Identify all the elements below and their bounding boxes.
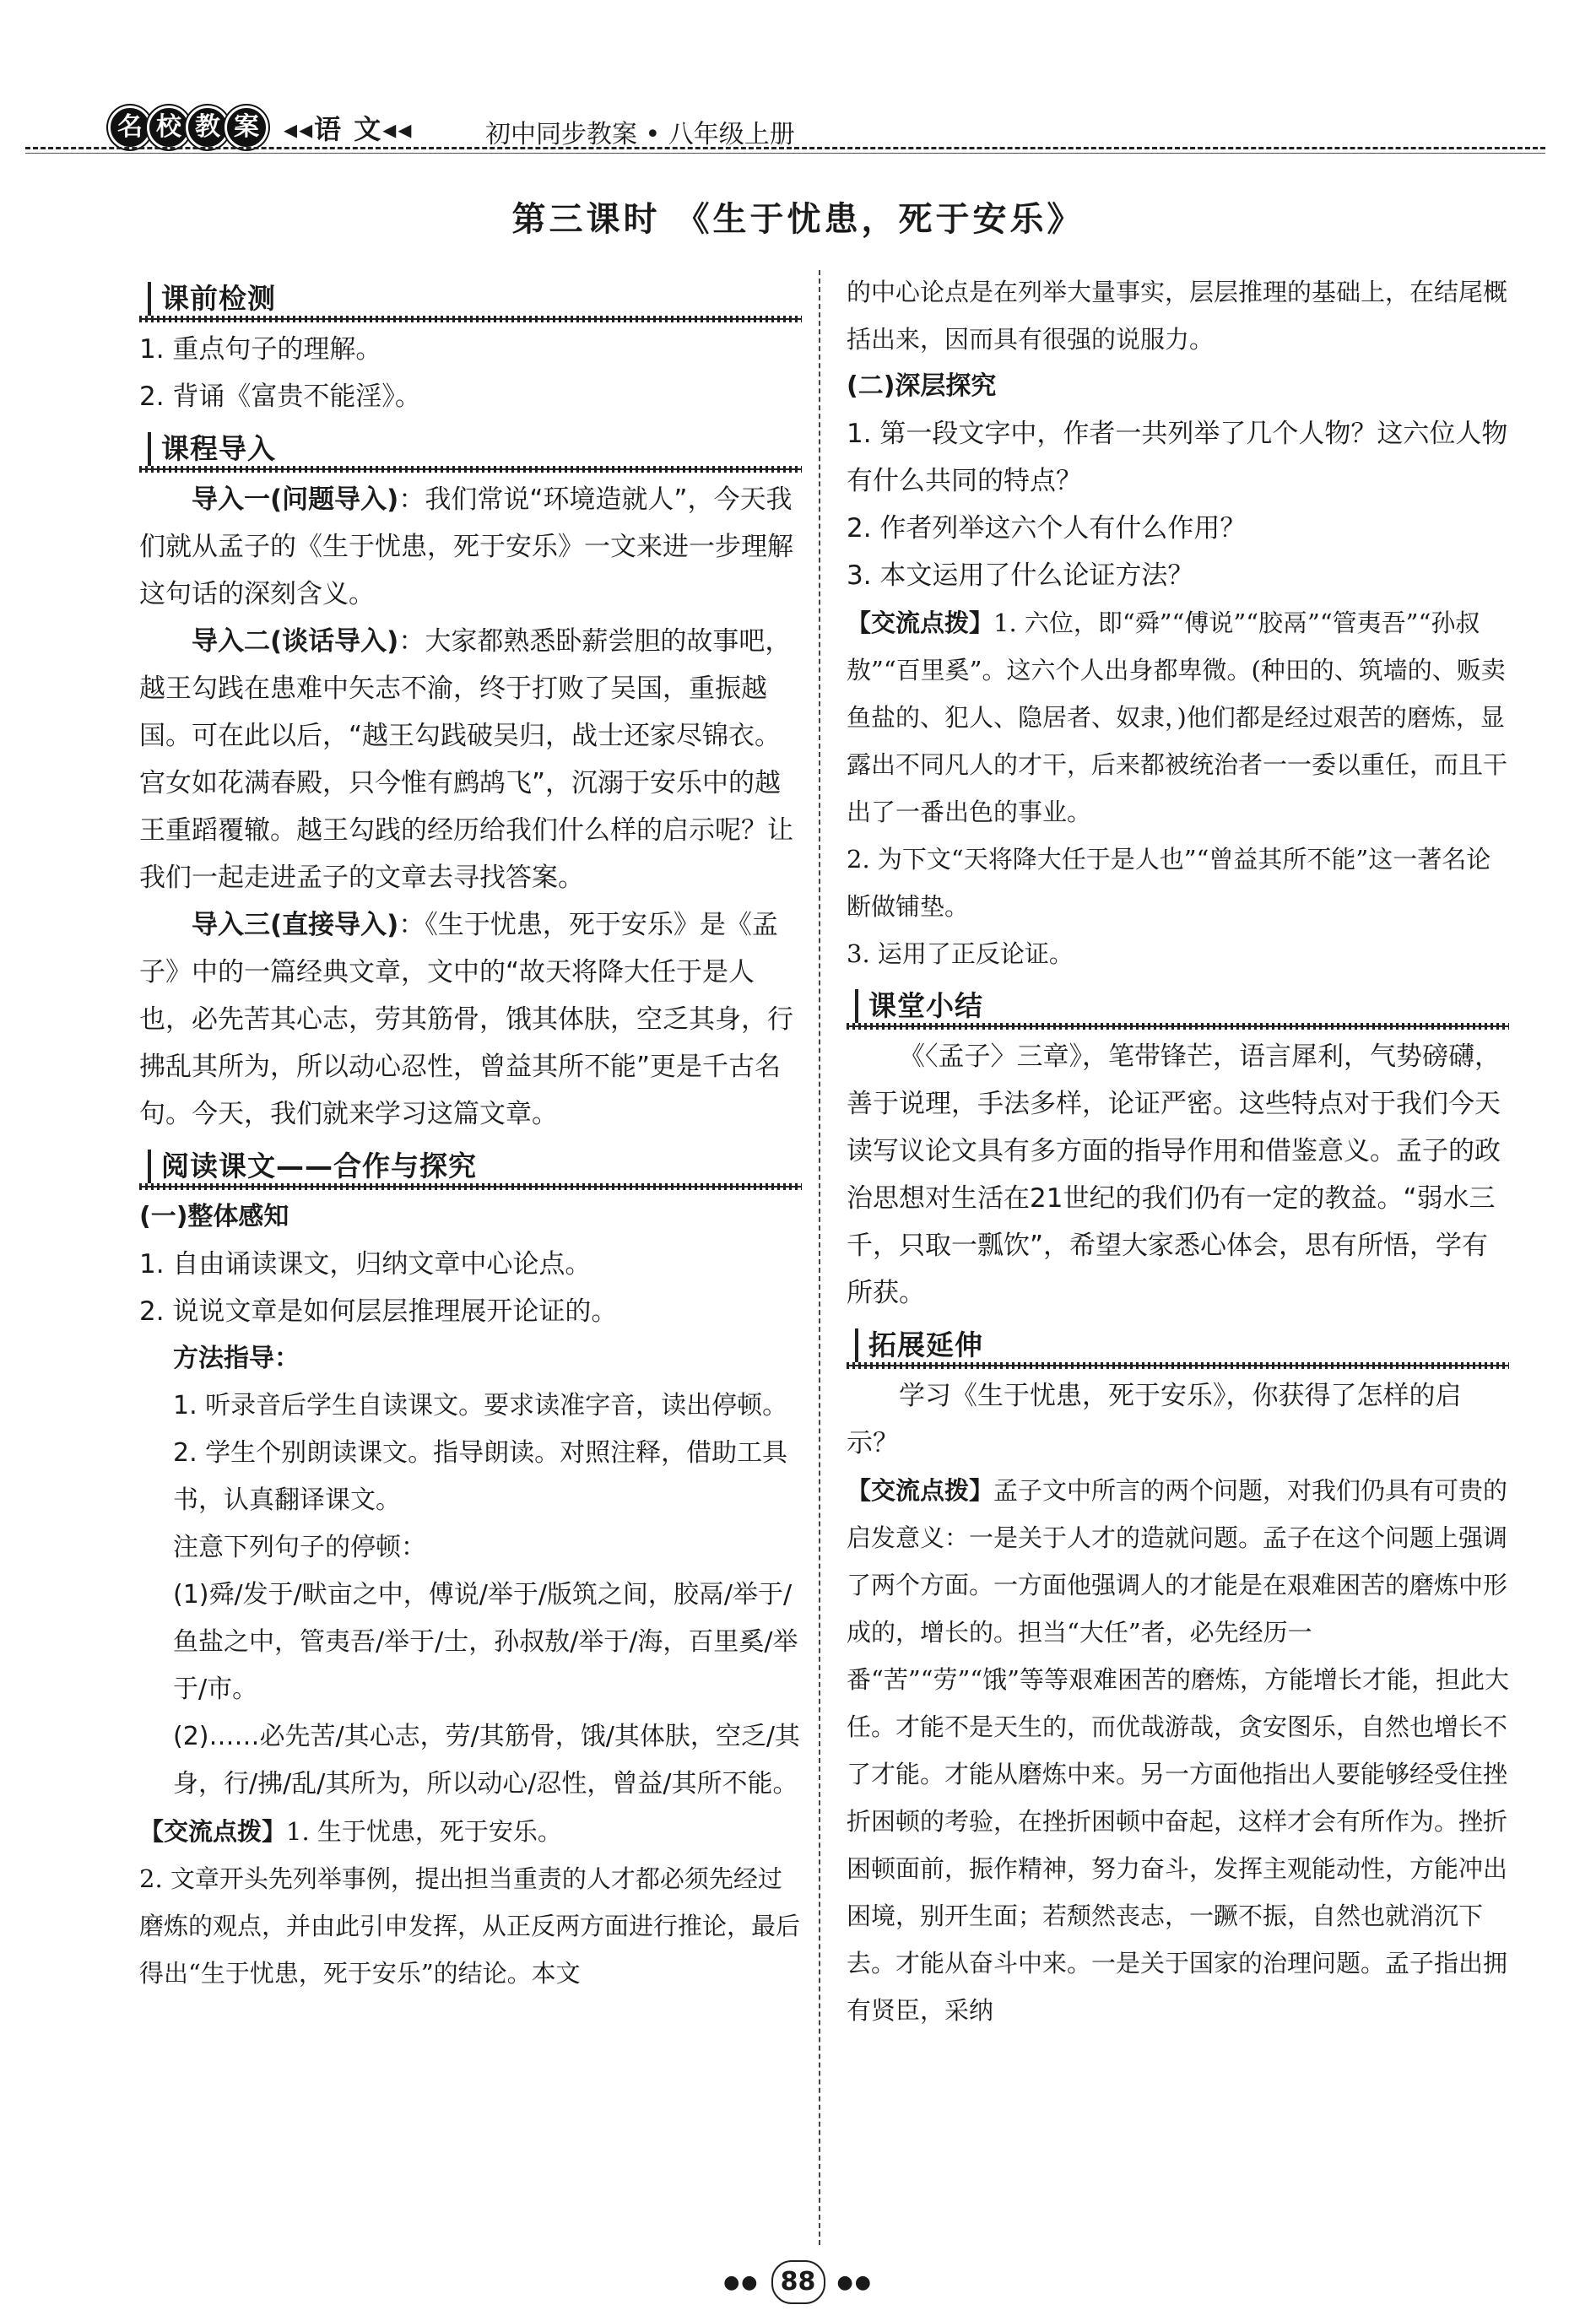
paragraph: 学习《生于忧患，死于安乐》，你获得了怎样的启示？ bbox=[847, 1381, 1462, 1458]
section-title: 课前检测 bbox=[161, 282, 276, 315]
method-item: 1. 听录音后学生自读课文。要求读准字音，读出停顿。 bbox=[173, 1391, 788, 1420]
section-heading bbox=[139, 1143, 802, 1190]
page-header bbox=[0, 0, 1596, 169]
intro-label: 导入三(直接导入) bbox=[192, 910, 399, 940]
logo-char: 校 bbox=[147, 106, 191, 149]
subject-label: ◂◂语 文◂◂ bbox=[284, 113, 414, 145]
paragraph bbox=[139, 476, 802, 618]
subsection-title: (一)整体感知 bbox=[139, 1202, 289, 1231]
logo bbox=[108, 108, 413, 147]
answer: 3. 运用了正反论证。 bbox=[847, 939, 1074, 968]
answer-text: 1. 生于忧患，死于安乐。 bbox=[286, 1817, 562, 1846]
list-item: 2. 说说文章是如何层层推理展开论证的。 bbox=[139, 1296, 618, 1327]
paragraph bbox=[139, 901, 802, 1138]
answer bbox=[139, 1808, 802, 1855]
intro-text: ：大家都熟悉卧薪尝胆的故事吧，越王勾践在患难中矢志不渝，终于打败了吴国，重振越国。可在此以后，“越王勾践破吴归，战士还家尽锦衣。宫女如花满春殿，只今惟有鹧鸪飞”，沉溺于安乐中的越王重蹈覆辙。越王勾践的经历给我们什么样的启示呢？让我们一起走进孟子的文章去寻找答案。 bbox=[139, 626, 793, 893]
page-number-value: 88 bbox=[771, 2260, 825, 2304]
method-item: 2. 学生个别朗读课文。指导朗读。对照注释，借助工具书，认真翻译课文。 bbox=[173, 1438, 788, 1515]
logo-char: 案 bbox=[225, 106, 268, 149]
section-title: 课程导入 bbox=[161, 432, 276, 465]
paragraph: 的中心论点是在列举大量事实，层层推理的基础上，在结尾概括出来，因而具有很强的说服力。 bbox=[847, 278, 1508, 354]
method-heading: 方法指导： bbox=[173, 1344, 300, 1373]
decor-dots: ●● bbox=[723, 2272, 760, 2293]
intro-text: ：我们常说“环境造就人”，今天我们就从孟子的《生于忧患，死于安乐》一文来进一步理解这句话的深刻含义。 bbox=[139, 484, 793, 609]
paragraph bbox=[139, 618, 802, 901]
list-item: 2. 背诵《富贵不能淫》。 bbox=[139, 381, 421, 412]
subsection-title: (二)深层探究 bbox=[847, 371, 997, 401]
answer bbox=[847, 599, 1509, 836]
header-divider bbox=[25, 147, 1545, 149]
list-item: 1. 第一段文字中，作者一共列举了几个人物？这六位人物有什么共同的特点？ bbox=[847, 419, 1508, 496]
answer-text: 孟子文中所言的两个问题，对我们仍具有可贵的启发意义：一是关于人才的造就问题。孟子在这个问题上强调了两个方面。一方面他强调人的才能是在艰难困苦的磨炼中形成的，增长的。担当“大任”者，必先经历一番“苦”“劳”“饿”等等艰难困苦的磨炼，方能增长才能，担此大任。才能不是天生的，而优哉游哉，贪安图乐，自然也增长不了才能。才能从磨炼中来。另一方面他指出人要能够经受住挫折困顿的考验，在挫折困顿中奋起，这样才会有所作为。挫折困顿面前，振作精神，努力奋斗，发挥主观能动性，方能冲出困境，别开生面；若颓然丧志，一蹶不振，自然也就消沉下去。才能从奋斗中来。一是关于国家的治理问题。孟子指出拥有贤臣，采纳 bbox=[847, 1476, 1509, 2025]
tag-label: 【交流点拨】 bbox=[847, 1476, 994, 1505]
column-divider bbox=[819, 270, 820, 2245]
list-item: 3. 本文运用了什么论证方法？ bbox=[847, 560, 1194, 591]
section-heading bbox=[847, 982, 1509, 1030]
section-heading bbox=[139, 275, 802, 322]
answer: 2. 文章开头先列举事例，提出担当重责的人才都必须先经过磨炼的观点，并由此引申发挥，从正反两方面进行推论，最后得出“生于忧患，死于安乐”的结论。本文 bbox=[139, 1864, 801, 1988]
section-title: 课堂小结 bbox=[868, 989, 983, 1022]
list-item: 1. 自由诵读课文，归纳文章中心论点。 bbox=[139, 1249, 592, 1280]
list-item: 1. 重点句子的理解。 bbox=[139, 334, 382, 365]
section-title: 拓展延伸 bbox=[868, 1328, 983, 1361]
tag-label: 【交流点拨】 bbox=[139, 1817, 287, 1846]
section-heading bbox=[847, 1322, 1509, 1369]
logo-char: 教 bbox=[186, 106, 230, 149]
left-column bbox=[139, 270, 802, 1997]
tag-label: 【交流点拨】 bbox=[847, 609, 994, 637]
intro-label: 导入二(谈话导入) bbox=[192, 626, 399, 657]
series-label: 初中同步教案 • 八年级上册 bbox=[485, 120, 795, 149]
answer bbox=[847, 1467, 1509, 2034]
paragraph: 《〈孟子〉三章》，笔带锋芒，语言犀利，气势磅礴，善于说理，手法多样，论证严密。这些特点对于我们今天读写议论文具有多方面的指导作用和借鉴意义。孟子的政治思想对生活在21世纪的我们仍有一定的教益。“弱水三千，只取一瓢饮”，希望大家悉心体会，思有所悟，学有所获。 bbox=[847, 1041, 1501, 1308]
answer-text: 1. 六位，即“舜”“傅说”“胶鬲”“管夷吾”“孙叔敖”“百里奚”。这六个人出身都卑微。(种田的、筑墙的、贩卖鱼盐的、犯人、隐居者、奴隶，)他们都是经过艰苦的磨炼，显露出不同凡人的才干，后来都被统治者一一委以重任，而且干出了一番出色的事业。 bbox=[847, 609, 1508, 826]
method-item: 注意下列句子的停顿： bbox=[173, 1533, 426, 1562]
section-heading bbox=[139, 425, 802, 473]
right-column bbox=[847, 268, 1509, 2034]
decor-dots: ●● bbox=[836, 2272, 873, 2293]
page-title: 第三课时 《生于忧患，死于安乐》 bbox=[511, 199, 1085, 239]
header-divider bbox=[25, 153, 1545, 154]
page-number bbox=[0, 2260, 1596, 2304]
section-title: 阅读课文——合作与探究 bbox=[161, 1150, 477, 1182]
method-item: (2)……必先苦/其心志，劳/其筋骨，饿/其体肤，空乏/其身，行/拂/乱/其所为，所以动心/忍性，曾益/其所不能。 bbox=[173, 1722, 800, 1799]
intro-text: ：《生于忧患，死于安乐》是《孟子》中的一篇经典文章，文中的“故天将降大任于是人也，必先苦其心志，劳其筋骨，饿其体肤，空乏其身，行拂乱其所为，所以动心忍性，曾益其所不能”更是千古名句。今天，我们就来学习这篇文章。 bbox=[139, 910, 793, 1129]
answer: 2. 为下文“天将降大任于是人也”“曾益其所不能”这一著名论断做铺垫。 bbox=[847, 845, 1491, 921]
method-item: (1)舜/发于/畎亩之中，傅说/举于/版筑之间，胶鬲/举于/鱼盐之中，管夷吾/举于/士，孙叔敖/举于/海，百里奚/举于/市。 bbox=[173, 1580, 798, 1704]
intro-label: 导入一(问题导入) bbox=[192, 484, 399, 515]
logo-char: 名 bbox=[108, 106, 152, 149]
list-item: 2. 作者列举这六个人有什么作用？ bbox=[847, 513, 1247, 544]
